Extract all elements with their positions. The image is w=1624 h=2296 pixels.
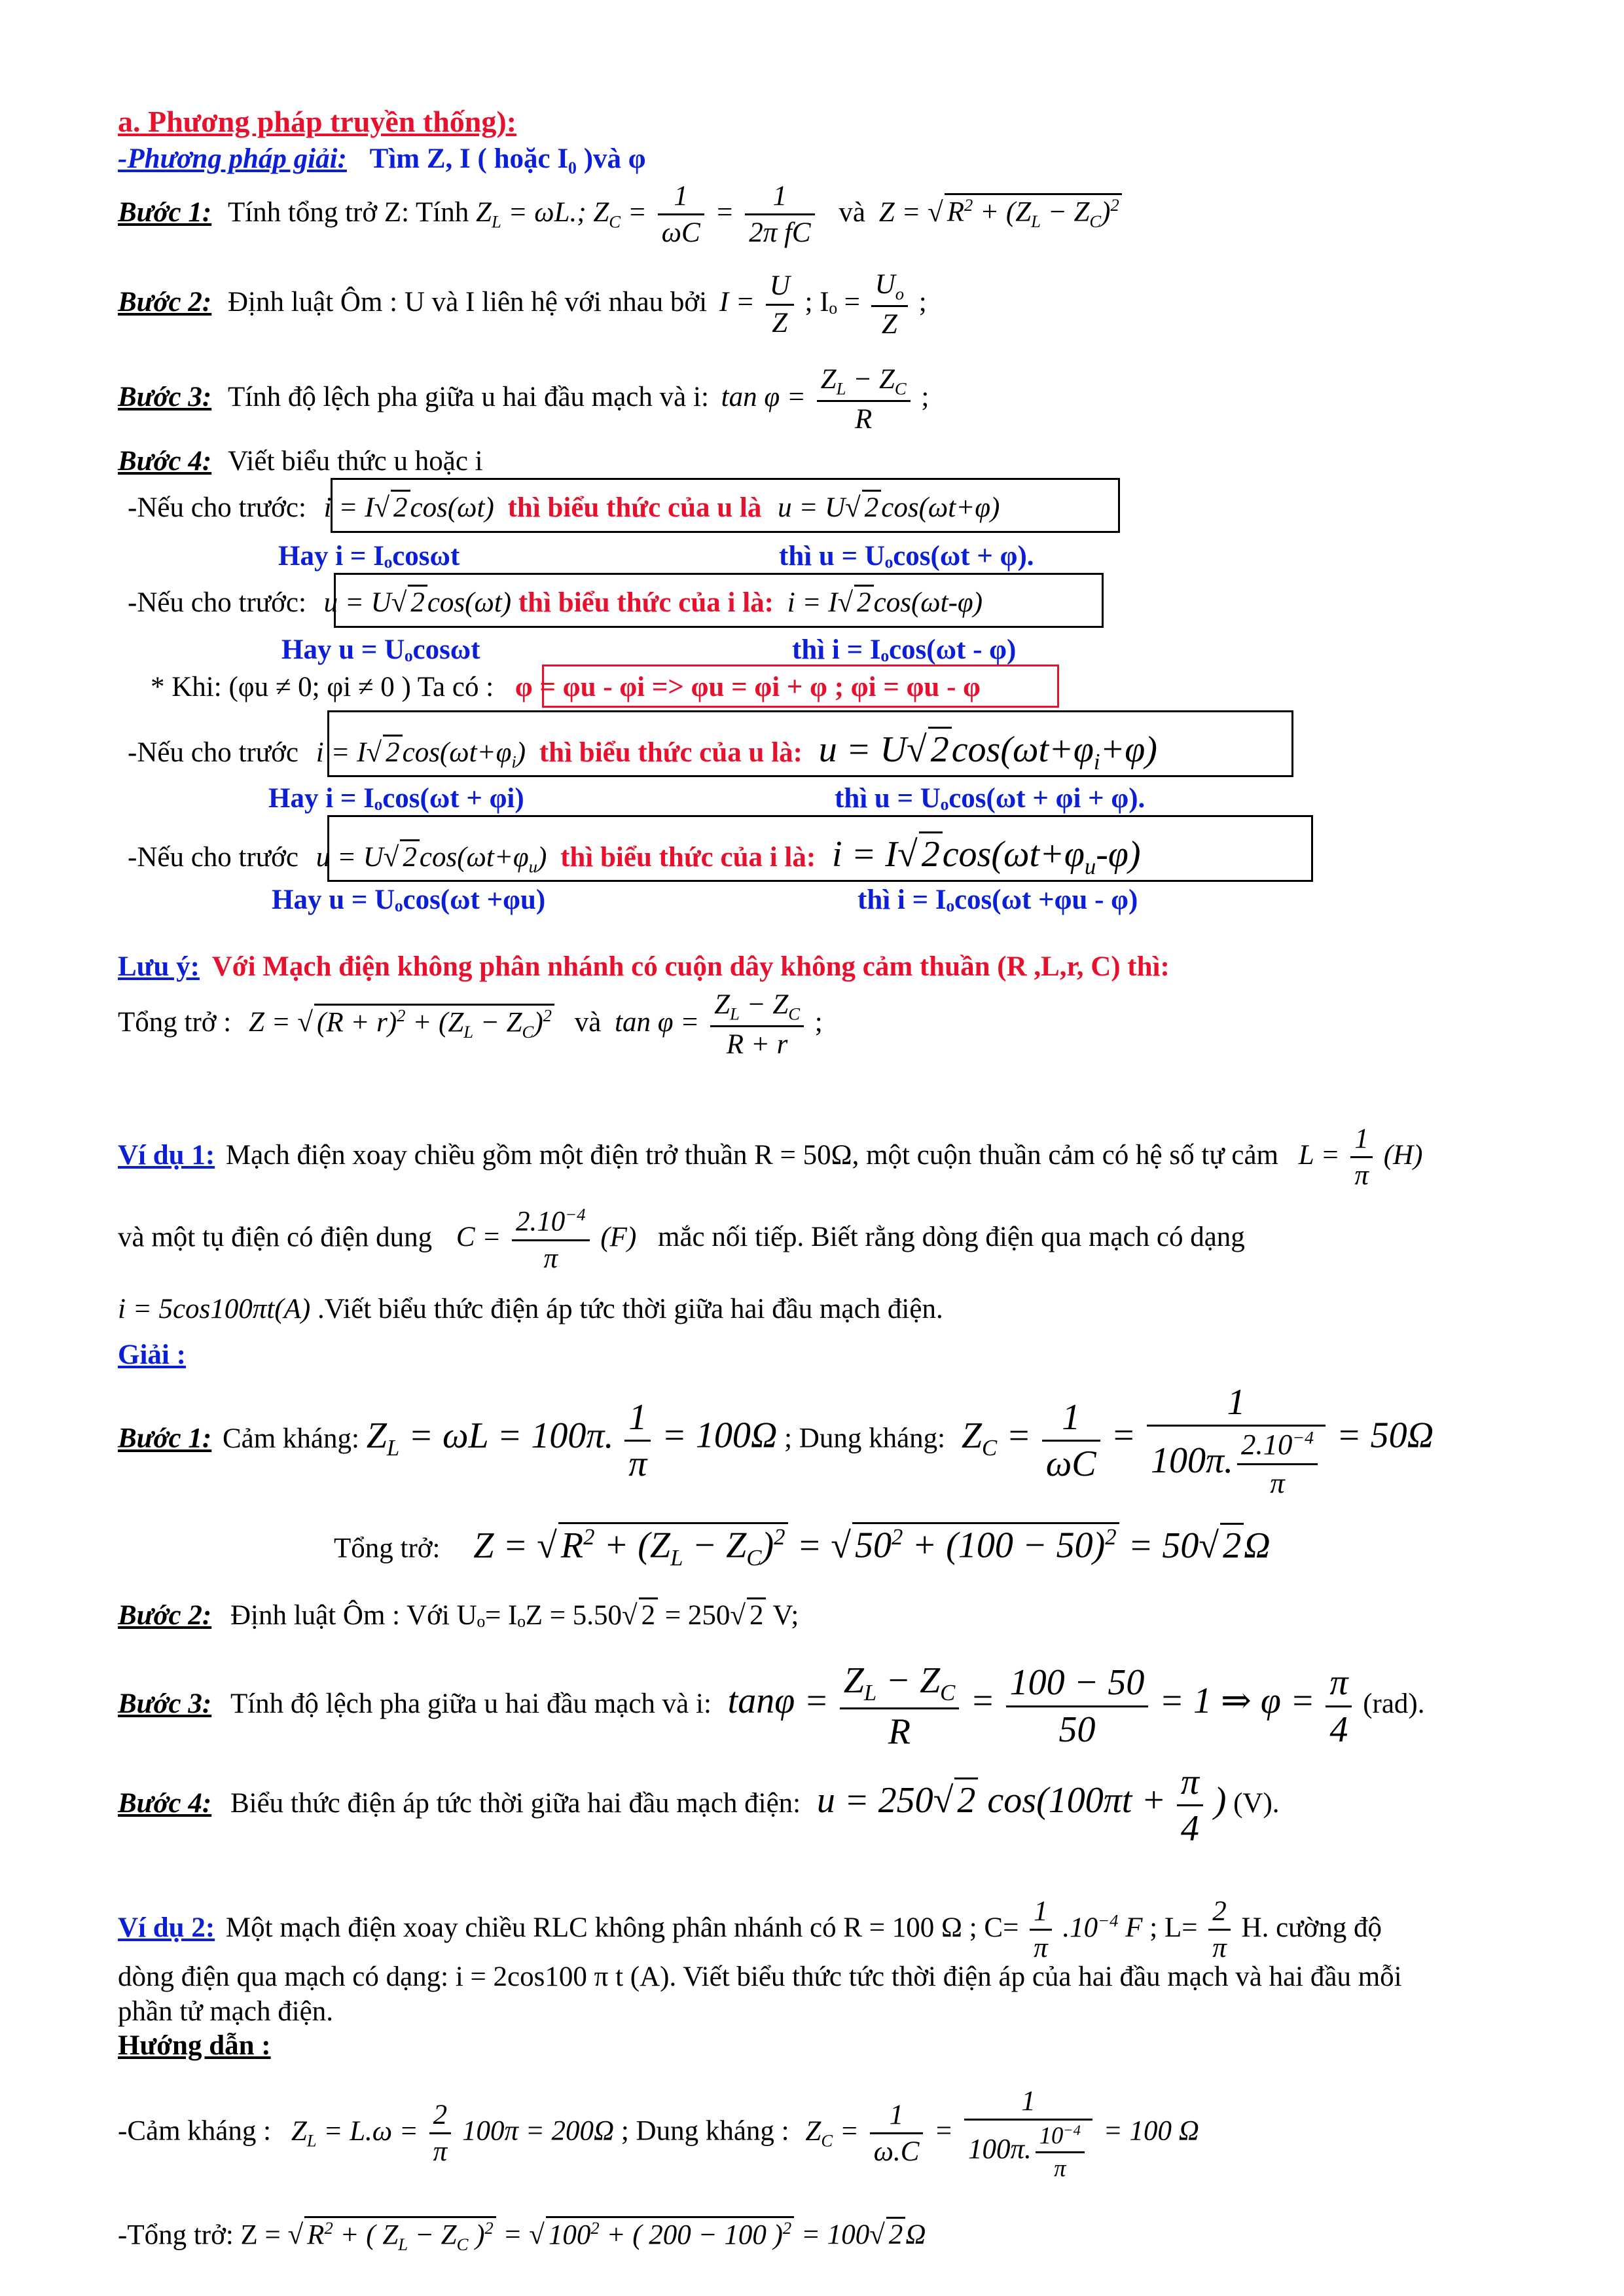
step4-label: Bước 4: bbox=[118, 446, 212, 477]
ex1-text3: .Viết biểu thức điện áp tức thời giữa hai đầu mạch điện. bbox=[317, 1294, 943, 1324]
ex2-formula-c: $\frac{1}{\pi}$ bbox=[1030, 1895, 1052, 1965]
ex2-text1b: ; L= bbox=[1149, 1912, 1198, 1943]
ex2-line2: dòng điện qua mạch có dạng: i = 2cos100 π t (A). Viết biểu thức tức thời điện áp của hai đầu mạch và hai đầu mỗi bbox=[118, 1961, 1402, 1992]
step2-label: Bước 2: bbox=[118, 287, 212, 318]
ex1-giai: Giải : bbox=[118, 1339, 186, 1370]
ex1-step1-label: Bước 1: bbox=[118, 1423, 212, 1454]
ex1-tong: Tổng trở: bbox=[334, 1533, 441, 1564]
ex2-cam: -Cảm kháng : bbox=[118, 2115, 272, 2147]
ex1-step2-line: Bước 2: Định luật Ôm : Với Uₒ= IₒZ = 5.50√ 2 = 250√ 2 V; bbox=[118, 1597, 799, 1631]
step3-text: Tính độ lệch pha giữa u hai đầu mạch và i: bbox=[227, 382, 709, 413]
ex1-step2-end: V; bbox=[766, 1600, 799, 1631]
case2-formula-i: i = I√ 2cos(ωt-φ) bbox=[787, 587, 983, 618]
note-label: Lưu ý: bbox=[118, 951, 200, 982]
ex2-text1c: H. cường độ bbox=[1241, 1912, 1382, 1943]
ex1-tong-line bbox=[334, 1522, 1271, 1571]
ex1-line2: và một tụ điện có điện dung C = $\frac{2.10^{-4}}{\pi}$ (F) mắc nối tiếp. Biết rằng dòng điện qua mạch có dạng bbox=[118, 1205, 1245, 1274]
ex2-formula-l: $\frac{2}{\pi}$ bbox=[1208, 1895, 1231, 1965]
case4-thi: thì i = Iₒcos(ωt +φu - φ) bbox=[857, 884, 1138, 915]
case1-line bbox=[128, 490, 1000, 524]
case3-hay: Hay i = Iₒcos(ωt + φi) bbox=[268, 783, 524, 814]
case3-red: thì biểu thức của u là: bbox=[539, 737, 803, 768]
case1-hay: Hay i = Iₒcosωt bbox=[278, 541, 460, 572]
ex1-step4-v: (V). bbox=[1233, 1787, 1280, 1819]
ex1-line1: Ví dụ 1: Mạch điện xoay chiều gồm một điện trở thuần R = 50Ω, một cuộn thuần cảm có hệ số tự cảm L = $\frac{1}{\pi}$ (H) bbox=[118, 1123, 1423, 1192]
ex1-step4-line: Bước 4: Biểu thức điện áp tức thời giữa hai đầu mạch điện: u = 250√ 2 cos(100πt + $\frac{\pi}{4}$ ) (V). bbox=[118, 1762, 1280, 1850]
case4-line bbox=[128, 831, 1141, 880]
ex1-step3-line: Bước 3: Tính độ lệch pha giữa u hai đầu mạch và i: tanφ = $\frac{Z_L - Z_C}{R}$ = $\frac{100 - 50}{50}$ = 1 ⇒ φ = $\frac{\pi}{4}$ (rad). bbox=[118, 1660, 1425, 1753]
formula-zl: $Z_L = \omega L$.; $Z_C$ = bbox=[476, 196, 647, 232]
ex2-formula-zc-frac1: $\frac{1}{\omega.C}$ bbox=[870, 2099, 924, 2168]
ex2-label: Ví dụ 2: bbox=[118, 1912, 215, 1943]
note-tong: Tổng trở : bbox=[118, 1007, 232, 1038]
step2-line: Bước 2: Định luật Ôm : U và I liên hệ với nhau bởi I = $\frac{U}{Z}$ ; Iₒ = $\frac{U_o}{Z}$ ; bbox=[118, 269, 927, 340]
ex1-step2-text: Định luật Ôm : Với Uₒ= IₒZ = 5.50 bbox=[230, 1600, 622, 1631]
case3-prefix: -Nếu cho trước bbox=[128, 737, 298, 768]
ex2-formula-zl-frac: $\frac{2}{\pi}$ bbox=[429, 2099, 452, 2168]
ex2-formula-zl: $Z_L = L.\omega$ = bbox=[291, 2115, 418, 2151]
ex1-step1-cam: Cảm kháng: bbox=[222, 1423, 359, 1454]
ex1-step1-line: Bước 1: Cảm kháng: $Z_L = \omega L = 100\pi$. $\frac{1}{\pi}$ = 100Ω ; Dung kháng: $Z_C$ = $\frac{1}{\omega C}$ = 1 100π. $\frac{2.10^{-4}}{\pi}$ = 50Ω bbox=[118, 1382, 1434, 1499]
ex1-formula-u: u = 250√ 2 cos(100πt + bbox=[817, 1780, 1166, 1821]
ex1-line3 bbox=[118, 1293, 943, 1325]
ex1-step2-label: Bước 2: bbox=[118, 1600, 212, 1631]
khi-text: * Khi: (φu ≠ 0; φi ≠ 0 ) Ta có : bbox=[151, 672, 494, 702]
ex1-formula-tan-frac1: $\frac{Z_L - Z_C}{R}$ bbox=[840, 1660, 960, 1753]
ex1-formula-c: $\frac{2.10^{-4}}{\pi}$ bbox=[512, 1205, 590, 1275]
step1-label: Bước 1: bbox=[118, 196, 212, 228]
ex1-formula-zl: $Z_L = \omega L = 100\pi$. bbox=[366, 1415, 614, 1461]
case1-prefix: -Nếu cho trước: bbox=[128, 492, 306, 523]
step1-and: và bbox=[839, 196, 865, 228]
ex1-step4-label: Bước 4: bbox=[118, 1787, 212, 1819]
ex2-text1: Một mạch điện xoay chiều RLC không phân nhánh có R = 100 Ω ; C= bbox=[225, 1912, 1019, 1943]
step2-text: Định luật Ôm : U và I liên hệ với nhau bởi bbox=[227, 287, 708, 318]
note-line bbox=[118, 951, 1170, 983]
formula-tanphi: $\frac{Z_L - Z_C}{R}$ bbox=[817, 363, 911, 436]
ex2-cam-line: -Cảm kháng : $Z_L = L.\omega$ = $\frac{2}{\pi}$ 100π = 200Ω ; Dung kháng : $Z_C$ = $\frac{1}{\omega.C}$ = 1 100π. $\frac{10^{-4}}{\pi}$ = 100 Ω bbox=[118, 2086, 1199, 2181]
ex1-formula-zc-frac2: 1 100π. $\frac{2.10^{-4}}{\pi}$ bbox=[1147, 1381, 1326, 1500]
khi-line bbox=[151, 671, 981, 703]
ex2-huong: Hướng dẫn : bbox=[118, 2030, 271, 2061]
ex1-formula-i: i = 5cos100πt(A) bbox=[118, 1294, 311, 1324]
case1-formula-i: i = I√ 2cos(ωt) bbox=[324, 492, 494, 523]
ex1-label: Ví dụ 1: bbox=[118, 1139, 215, 1171]
case1-formula-u: u = U√ 2cos(ωt+φ) bbox=[778, 492, 1000, 523]
ex1-text1: Mạch điện xoay chiều gồm một điện trở thuần R = 50Ω, một cuộn thuần cảm có hệ số tự cảm bbox=[225, 1139, 1278, 1171]
section-heading: a. Phương pháp truyền thống): bbox=[118, 105, 517, 138]
note-formula-z: Z = √ $(R + r)^2 + (Z_L - Z_C)^2$ bbox=[249, 1007, 554, 1038]
khi-red: φ = φu - φi => φu = φi + φ ; φi = φu - φ bbox=[514, 672, 981, 702]
formula-zc-frac2: $\frac{1}{\text{2π fC}}$ bbox=[745, 180, 814, 249]
ex1-step3-label: Bước 3: bbox=[118, 1688, 212, 1720]
ex2-formula-z: √ $R^2$ + ( $Z_L - Z_C$ )$^2$ = √ $100^2$ + ( 200 − 100 )$^2$ = 100√ 2Ω bbox=[288, 2219, 926, 2250]
case4-formula-u: u = U√ $2\cos(\omega t+\varphi_u)$ bbox=[316, 842, 547, 873]
case1-thi: thì u = Uₒcos(ωt + φ). bbox=[779, 541, 1034, 572]
formula-i: $\frac{U}{Z}$ bbox=[766, 270, 794, 339]
formula-zc-frac1: $\frac{1}{\omega C}$ bbox=[658, 180, 704, 249]
ex1-formula-tan-frac2: $\frac{100 - 50}{50}$ bbox=[1006, 1662, 1149, 1751]
method-line bbox=[118, 143, 646, 175]
ex1-step4-text: Biểu thức điện áp tức thời giữa hai đầu mạch điện: bbox=[230, 1787, 801, 1819]
ex1-formula-zl-frac: $\frac{1}{\pi}$ bbox=[624, 1396, 651, 1485]
ex1-formula-l: $\frac{1}{\pi}$ bbox=[1350, 1123, 1373, 1192]
ex2-line1: Ví dụ 2: Một mạch điện xoay chiều RLC không phân nhánh có R = 100 Ω ; C= $\frac{1}{\pi}$ $.10^{-4}$ F ; L= $\frac{2}{\pi}$ H. cường độ bbox=[118, 1896, 1382, 1964]
ex1-formula-zc-frac1: $\frac{1}{\omega C}$ bbox=[1042, 1396, 1100, 1485]
step1-line: Bước 1: Tính tổng trở Z: Tính $Z_L = \omega L$.; $Z_C$ = $\frac{1}{\omega C}$ = $\frac{1}{\text{2π fC}}$ và Z = √ $R^2 + (Z_L - Z_C)^2$ bbox=[118, 180, 1122, 249]
ex1-step1-dung: ; Dung kháng: bbox=[784, 1423, 946, 1454]
case1-red: thì biểu thức của u là bbox=[507, 492, 762, 523]
ex2-tong: -Tổng trở: Z = bbox=[118, 2219, 281, 2251]
case2-red: thì biểu thức của i là: bbox=[518, 587, 774, 618]
ex1-formula-phi: $\frac{\pi}{4}$ bbox=[1326, 1662, 1352, 1751]
case3-formula-i: i = I√ $2\cos(\omega t+\varphi_i)$ bbox=[316, 737, 526, 768]
case3-line bbox=[128, 727, 1157, 775]
case4-hay: Hay u = Uₒcos(ωt +φu) bbox=[272, 884, 546, 915]
step4-line bbox=[118, 445, 483, 477]
method-text: Tìm Z, I ( hoặc I₀ )và φ bbox=[369, 143, 646, 174]
note-and: và bbox=[574, 1007, 602, 1038]
step2-io: ; Iₒ = bbox=[804, 287, 860, 318]
ex1-formula-u-frac: $\frac{\pi}{4}$ bbox=[1177, 1761, 1203, 1850]
step3-line: Bước 3: Tính độ lệch pha giữa u hai đầu mạch và i: tan φ = $\frac{Z_L - Z_C}{R}$ ; bbox=[118, 364, 929, 435]
case2-formula-u: u = U√ 2cos(ωt) bbox=[324, 587, 511, 618]
ex1-text2a: và một tụ điện có điện dung bbox=[118, 1222, 433, 1253]
note-text: Với Mạch điện không phân nhánh có cuộn dây không cảm thuần (R ,L,r, C) thì: bbox=[211, 951, 1170, 982]
case3-thi: thì u = Uₒcos(ωt + φi + φ). bbox=[835, 783, 1146, 814]
step4-text: Viết biểu thức u hoặc i bbox=[227, 446, 483, 477]
ex2-tong-line bbox=[118, 2216, 926, 2255]
ex2-formula-zc-frac2: 1 100π. $\frac{10^{-4}}{\pi}$ bbox=[964, 2085, 1092, 2182]
ex1-formula-z: Z = √ $R^2 + (Z_L - Z_C)^2$ = √ $50^2 + (100 - 50)^2 = 50√$ 2Ω bbox=[473, 1525, 1270, 1566]
ex1-step3-text: Tính độ lệch pha giữa u hai đầu mạch và i: bbox=[230, 1688, 712, 1720]
note-formula-tan: $\frac{Z_L - Z_C}{R + r}$ bbox=[710, 989, 804, 1061]
case4-red: thì biểu thức của i là: bbox=[560, 842, 816, 873]
note-formula-line: Tổng trở : Z = √ $(R + r)^2 + (Z_L - Z_C)^2$ và tan φ = $\frac{Z_L - Z_C}{R + r}$ ; bbox=[118, 989, 823, 1061]
case2-prefix: -Nếu cho trước: bbox=[128, 587, 306, 618]
case2-thi: thì i = Iₒcos(ωt - φ) bbox=[792, 634, 1017, 665]
step3-label: Bước 3: bbox=[118, 382, 212, 413]
ex2-dung: ; Dung kháng : bbox=[621, 2115, 789, 2147]
method-label: -Phương pháp giải: bbox=[118, 143, 347, 174]
step1-text: Tính tổng trở Z: Tính bbox=[227, 196, 469, 228]
case4-prefix: -Nếu cho trước bbox=[128, 842, 298, 873]
case2-line bbox=[128, 585, 983, 619]
case3-formula-u: u = U√ $2\cos(\omega t+\varphi_i+\varphi)$ bbox=[819, 729, 1157, 770]
case2-hay: Hay u = Uₒcosωt bbox=[281, 634, 480, 665]
ex2-line3: phần tử mạch điện. bbox=[118, 1996, 333, 2027]
formula-io: $\frac{U_o}{Z}$ bbox=[871, 268, 908, 341]
formula-z: Z = √ $R^2 + (Z_L - Z_C)^2$ bbox=[879, 197, 1122, 228]
ex1-step3-rad: (rad). bbox=[1363, 1688, 1425, 1720]
case4-formula-i: i = I√ $2\cos(\omega t+\varphi_u-\varphi)$ bbox=[832, 834, 1141, 875]
ex1-text2b: mắc nối tiếp. Biết rằng dòng điện qua mạch có dạng bbox=[658, 1222, 1245, 1253]
ex1-step2-mid: = 250 bbox=[658, 1600, 731, 1631]
